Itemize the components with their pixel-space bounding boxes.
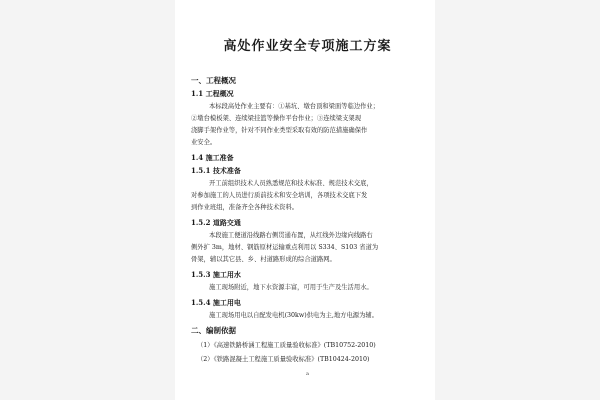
document-page: [175, 0, 435, 400]
section-heading: 1.5.1 技术准备: [191, 166, 241, 175]
paragraph-line: （1）《高速铁路桥涵工程施工质量验收标准》(TB10752-2010): [197, 342, 376, 349]
paragraph-line: 本标段高处作业主要有：①基坑、墩台顶和梁面等临边作业；: [209, 103, 380, 110]
paragraph-line: 开工前组织技术人员熟悉规范和技术标准、规范技术交底，: [209, 180, 373, 187]
section-heading: 1.5.3 施工用水: [191, 270, 241, 279]
paragraph-line: 到作业班组，准备齐全各种技术资料。: [191, 204, 299, 211]
page-number: a: [306, 371, 309, 377]
document-title: 高处作业安全专项施工方案: [223, 39, 392, 54]
paragraph-line: 对参加施工的人员进行质前技术和安全培训，各项技术交底下发: [191, 192, 368, 199]
section-heading: 1.5.4 施工用电: [191, 298, 241, 307]
section-heading: 1.5.2 道路交通: [191, 218, 241, 227]
paragraph-line: 骨架，辅以其它县、乡、村道路形成的综合道路网。: [191, 256, 336, 263]
paragraph-line: 业安全。: [191, 139, 217, 146]
section-heading: 1.1 工程概况: [191, 89, 234, 98]
paragraph-line: 施工现场用电以自配发电机(30kw)供电为主,地方电源为辅。: [209, 312, 378, 319]
paragraph-line: ②墩台模板架、连续梁挂篮等操作平台作业；③连续梁支架现: [191, 115, 362, 122]
section-heading: 1.4 施工准备: [191, 153, 234, 162]
paragraph-line: 浇脚手架作业等，针对不同作业类型采取有效的防范措施确保作: [191, 127, 368, 134]
paragraph-line: （2）《铁路混凝土工程施工质量验收标准》(TB10424-2010): [197, 356, 370, 363]
paragraph-line: 本段施工便道沿线路右侧贯通布置，从红线外边缘向线路右: [209, 232, 373, 239]
section-heading: 一、工程概况: [191, 76, 236, 85]
paragraph-line: 侧外扩 3m，地材、钢筋原材运输重点利用以 S334、S103 省道为: [191, 244, 379, 251]
paragraph-line: 施工现场附近，地下水资源丰富，可用于生产及生活用水。: [209, 284, 373, 291]
section-heading: 二、编制依据: [191, 326, 236, 335]
